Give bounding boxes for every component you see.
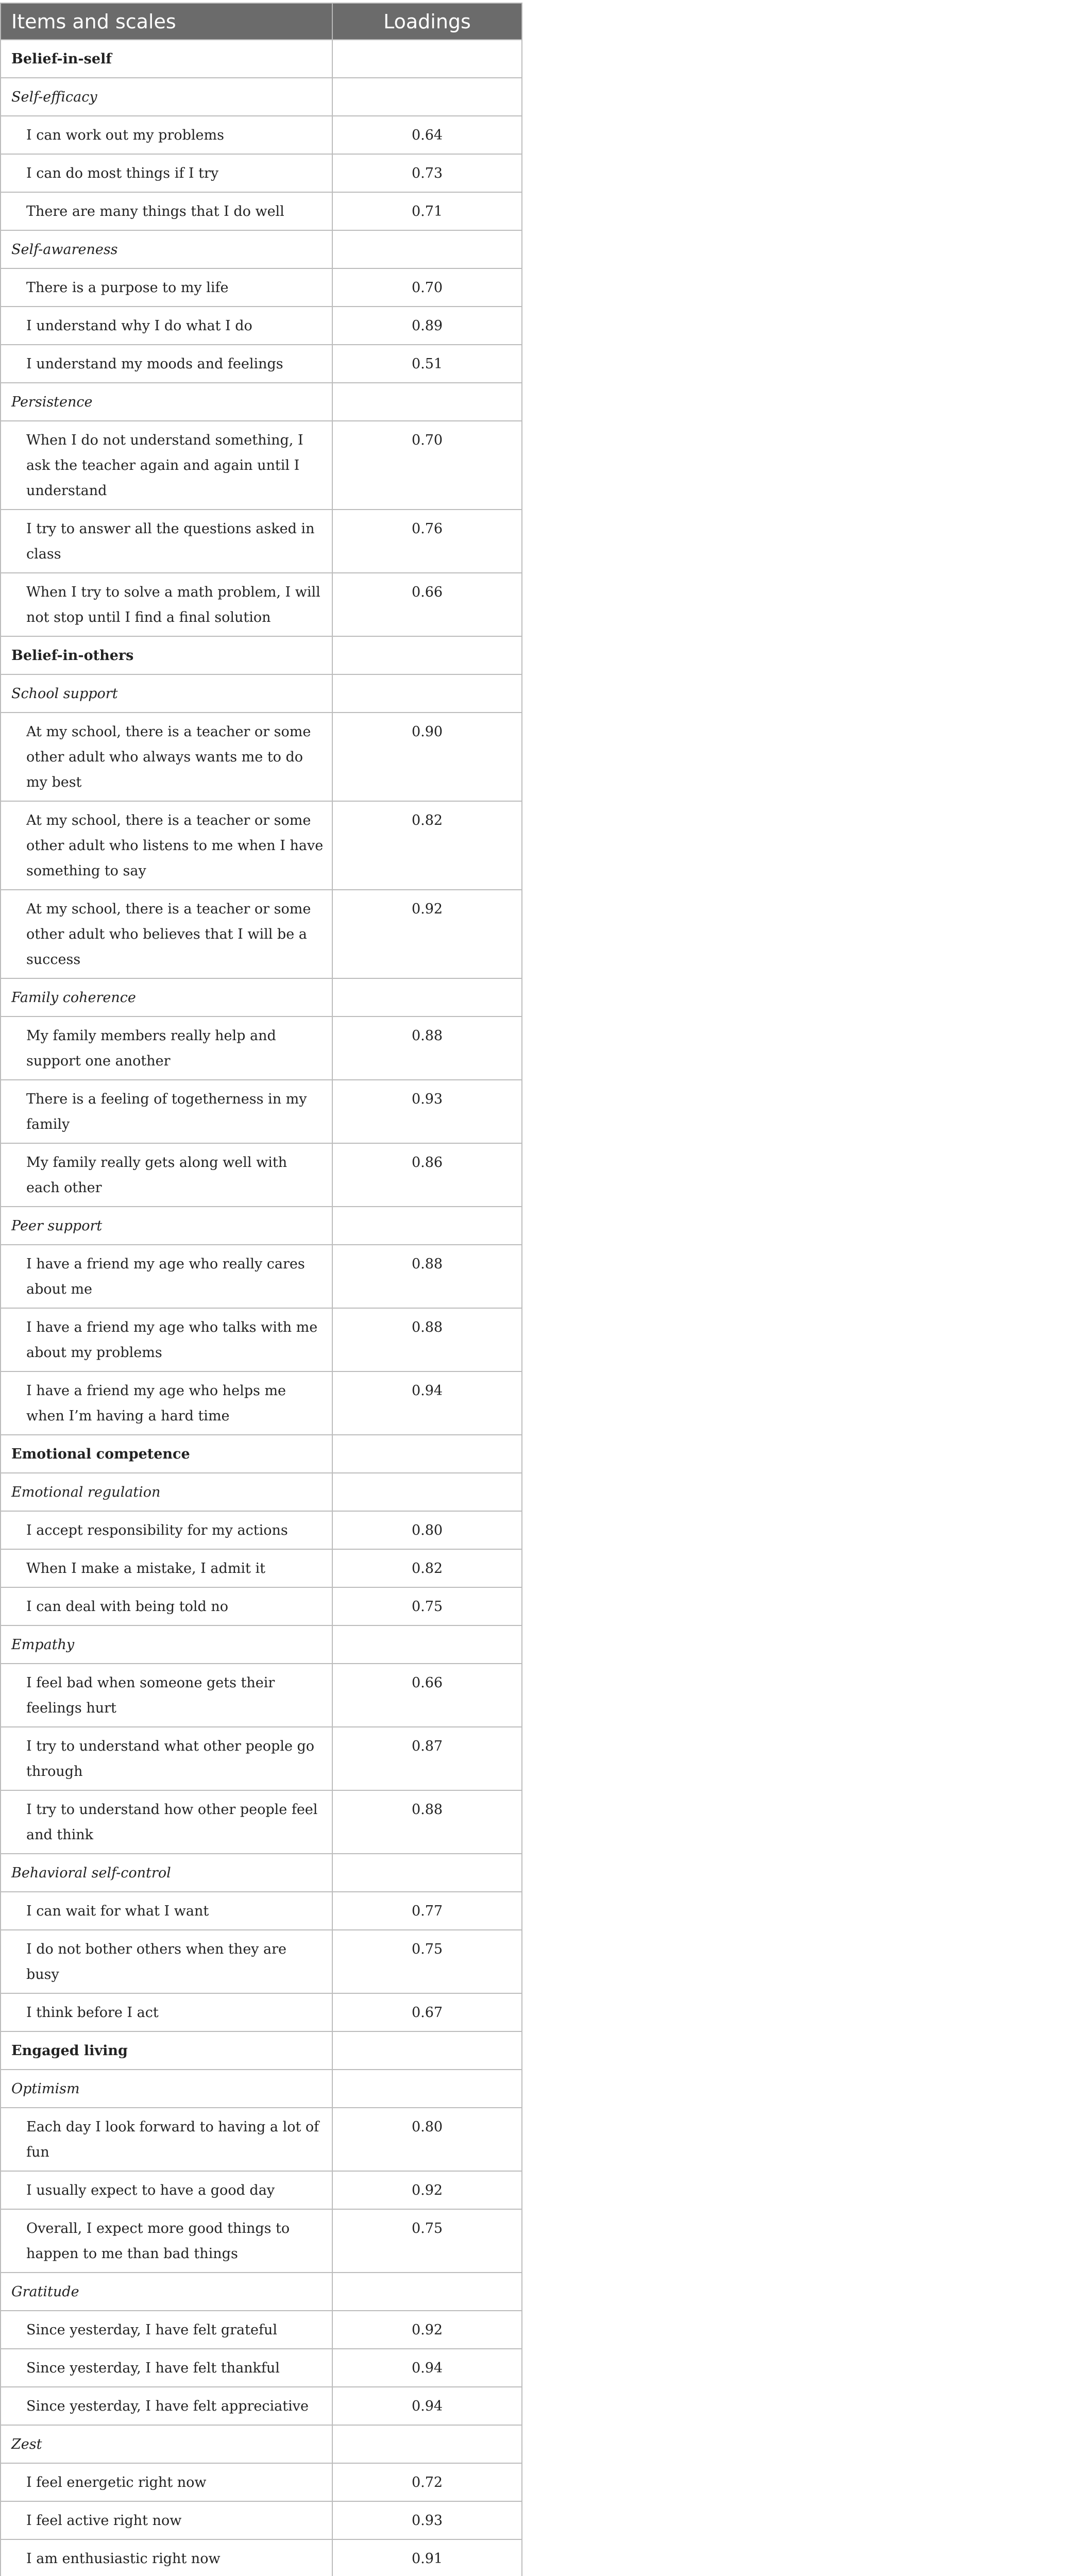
table-row xyxy=(1,1587,522,1625)
item-label: I feel active right now xyxy=(1,2501,332,2539)
item-label: I feel energetic right now xyxy=(1,2463,332,2501)
loading-value: 0.94 xyxy=(332,1371,522,1435)
loading-value: 0.82 xyxy=(332,801,522,890)
table-row xyxy=(1,1727,522,1790)
table-row xyxy=(1,801,522,890)
table-row xyxy=(1,2171,522,2209)
loading-value: 0.67 xyxy=(332,1993,522,2031)
loading-value xyxy=(332,978,522,1016)
section-row xyxy=(1,2031,522,2070)
item-label: When I do not understand something, I ask the teacher again and again until I understand xyxy=(1,421,332,510)
section-label: Engaged living xyxy=(1,2031,332,2070)
table-row xyxy=(1,154,522,192)
item-label: Since yesterday, I have felt thankful xyxy=(1,2349,332,2387)
item-label: I usually expect to have a good day xyxy=(1,2171,332,2209)
section-label: Belief-in-others xyxy=(1,636,332,674)
scale-row xyxy=(1,978,522,1016)
table-row xyxy=(1,1143,522,1207)
item-label: I accept responsibility for my actions xyxy=(1,1511,332,1549)
loading-value: 0.89 xyxy=(332,307,522,345)
loading-value: 0.88 xyxy=(332,1790,522,1854)
item-label: When I make a mistake, I admit it xyxy=(1,1549,332,1587)
table-row xyxy=(1,1511,522,1549)
items-and-scales-header: Items and scales xyxy=(1,3,332,40)
scale-row xyxy=(1,2070,522,2108)
scale-label: Optimism xyxy=(1,2070,332,2108)
loading-value: 0.88 xyxy=(332,1245,522,1308)
section-label: Emotional competence xyxy=(1,1435,332,1473)
loading-value xyxy=(332,2425,522,2463)
loading-value xyxy=(332,636,522,674)
table-row xyxy=(1,573,522,636)
table-row xyxy=(1,2311,522,2349)
loading-value: 0.93 xyxy=(332,1080,522,1143)
scale-label: School support xyxy=(1,674,332,713)
loading-value: 0.86 xyxy=(332,1143,522,1207)
scale-label: Zest xyxy=(1,2425,332,2463)
loading-value xyxy=(332,1473,522,1511)
loading-value: 0.77 xyxy=(332,1892,522,1930)
loadings-header: Loadings xyxy=(332,3,522,40)
item-label: I have a friend my age who really cares about me xyxy=(1,1245,332,1308)
loading-value: 0.66 xyxy=(332,573,522,636)
item-label: I try to answer all the questions asked in class xyxy=(1,510,332,573)
item-label: My family really gets along well with each other xyxy=(1,1143,332,1207)
loading-value xyxy=(332,383,522,421)
loading-value: 0.71 xyxy=(332,192,522,230)
table-row xyxy=(1,2387,522,2425)
loading-value xyxy=(332,1435,522,1473)
loading-value: 0.72 xyxy=(332,2463,522,2501)
loading-value xyxy=(332,1625,522,1664)
scale-label: Self-efficacy xyxy=(1,78,332,116)
loading-value: 0.90 xyxy=(332,713,522,801)
loading-value: 0.70 xyxy=(332,268,522,307)
loading-value xyxy=(332,2031,522,2070)
scale-row xyxy=(1,1854,522,1892)
table-row xyxy=(1,2108,522,2171)
table-row xyxy=(1,1016,522,1080)
scale-row xyxy=(1,674,522,713)
item-label: Since yesterday, I have felt appreciative xyxy=(1,2387,332,2425)
table-row xyxy=(1,1930,522,1993)
scale-label: Persistence xyxy=(1,383,332,421)
loading-value: 0.75 xyxy=(332,2209,522,2273)
loading-value: 0.91 xyxy=(332,2539,522,2576)
table-row xyxy=(1,2463,522,2501)
table-row xyxy=(1,345,522,383)
loading-value: 0.70 xyxy=(332,421,522,510)
loading-value: 0.88 xyxy=(332,1308,522,1371)
section-label: Belief-in-self xyxy=(1,40,332,78)
section-row xyxy=(1,1435,522,1473)
scale-label: Emotional regulation xyxy=(1,1473,332,1511)
item-label: I have a friend my age who talks with me about my problems xyxy=(1,1308,332,1371)
table-header-row xyxy=(1,3,522,40)
table-row xyxy=(1,1308,522,1371)
item-label: Each day I look forward to having a lot of fun xyxy=(1,2108,332,2171)
scale-label: Peer support xyxy=(1,1207,332,1245)
item-label: I try to understand what other people go through xyxy=(1,1727,332,1790)
table-row xyxy=(1,1664,522,1727)
loading-value: 0.92 xyxy=(332,2171,522,2209)
loading-value: 0.94 xyxy=(332,2349,522,2387)
item-label: I can deal with being told no xyxy=(1,1587,332,1625)
loading-value xyxy=(332,230,522,268)
scale-label: Family coherence xyxy=(1,978,332,1016)
scale-row xyxy=(1,1473,522,1511)
table-row xyxy=(1,2539,522,2576)
item-label: I understand my moods and feelings xyxy=(1,345,332,383)
scale-row xyxy=(1,383,522,421)
loading-value xyxy=(332,40,522,78)
scale-label: Gratitude xyxy=(1,2273,332,2311)
item-label: I try to understand how other people feel and think xyxy=(1,1790,332,1854)
scale-label: Behavioral self-control xyxy=(1,1854,332,1892)
table-body xyxy=(1,40,522,2576)
item-label: There is a feeling of togetherness in my family xyxy=(1,1080,332,1143)
scale-row xyxy=(1,230,522,268)
loading-value xyxy=(332,674,522,713)
table-row xyxy=(1,1371,522,1435)
item-label: I have a friend my age who helps me when I’m having a hard time xyxy=(1,1371,332,1435)
table-row xyxy=(1,1080,522,1143)
loading-value: 0.51 xyxy=(332,345,522,383)
item-label: I can wait for what I want xyxy=(1,1892,332,1930)
table-row xyxy=(1,1790,522,1854)
loading-value: 0.76 xyxy=(332,510,522,573)
loading-value: 0.75 xyxy=(332,1930,522,1993)
loadings-table xyxy=(0,3,522,2576)
loading-value: 0.94 xyxy=(332,2387,522,2425)
scale-row xyxy=(1,78,522,116)
table-row xyxy=(1,2209,522,2273)
loading-value: 0.64 xyxy=(332,116,522,154)
item-label: I am enthusiastic right now xyxy=(1,2539,332,2576)
scale-row xyxy=(1,2273,522,2311)
item-label: I understand why I do what I do xyxy=(1,307,332,345)
item-label: Overall, I expect more good things to happen to me than bad things xyxy=(1,2209,332,2273)
table-row xyxy=(1,2349,522,2387)
loading-value xyxy=(332,78,522,116)
scale-label: Self-awareness xyxy=(1,230,332,268)
section-row xyxy=(1,636,522,674)
scale-label: Empathy xyxy=(1,1625,332,1664)
table-row xyxy=(1,890,522,978)
table-row xyxy=(1,192,522,230)
item-label: I can do most things if I try xyxy=(1,154,332,192)
loading-value: 0.80 xyxy=(332,1511,522,1549)
item-label: My family members really help and support one another xyxy=(1,1016,332,1080)
loading-value: 0.75 xyxy=(332,1587,522,1625)
scale-row xyxy=(1,1625,522,1664)
table-row xyxy=(1,1993,522,2031)
scale-row xyxy=(1,1207,522,1245)
item-label: Since yesterday, I have felt grateful xyxy=(1,2311,332,2349)
loading-value: 0.92 xyxy=(332,890,522,978)
item-label: I do not bother others when they are busy xyxy=(1,1930,332,1993)
loading-value xyxy=(332,1207,522,1245)
section-row xyxy=(1,40,522,78)
table-row xyxy=(1,307,522,345)
item-label: At my school, there is a teacher or some other adult who always wants me to do my best xyxy=(1,713,332,801)
loading-value: 0.87 xyxy=(332,1727,522,1790)
loading-value: 0.82 xyxy=(332,1549,522,1587)
item-label: At my school, there is a teacher or some other adult who believes that I will be a success xyxy=(1,890,332,978)
table-row xyxy=(1,1549,522,1587)
loading-value: 0.73 xyxy=(332,154,522,192)
table-row xyxy=(1,421,522,510)
table-row xyxy=(1,713,522,801)
loading-value: 0.93 xyxy=(332,2501,522,2539)
item-label: There is a purpose to my life xyxy=(1,268,332,307)
loading-value: 0.92 xyxy=(332,2311,522,2349)
table-row xyxy=(1,1245,522,1308)
loading-value xyxy=(332,2273,522,2311)
loading-value: 0.80 xyxy=(332,2108,522,2171)
item-label: There are many things that I do well xyxy=(1,192,332,230)
loadings-table-container xyxy=(0,3,521,2576)
item-label: When I try to solve a math problem, I will not stop until I find a final solution xyxy=(1,573,332,636)
loading-value: 0.66 xyxy=(332,1664,522,1727)
item-label: At my school, there is a teacher or some other adult who listens to me when I have something to say xyxy=(1,801,332,890)
item-label: I think before I act xyxy=(1,1993,332,2031)
loading-value xyxy=(332,2070,522,2108)
table-row xyxy=(1,510,522,573)
table-row xyxy=(1,1892,522,1930)
table-row xyxy=(1,116,522,154)
item-label: I feel bad when someone gets their feelings hurt xyxy=(1,1664,332,1727)
table-row xyxy=(1,2501,522,2539)
loading-value xyxy=(332,1854,522,1892)
table-row xyxy=(1,268,522,307)
loading-value: 0.88 xyxy=(332,1016,522,1080)
item-label: I can work out my problems xyxy=(1,116,332,154)
scale-row xyxy=(1,2425,522,2463)
